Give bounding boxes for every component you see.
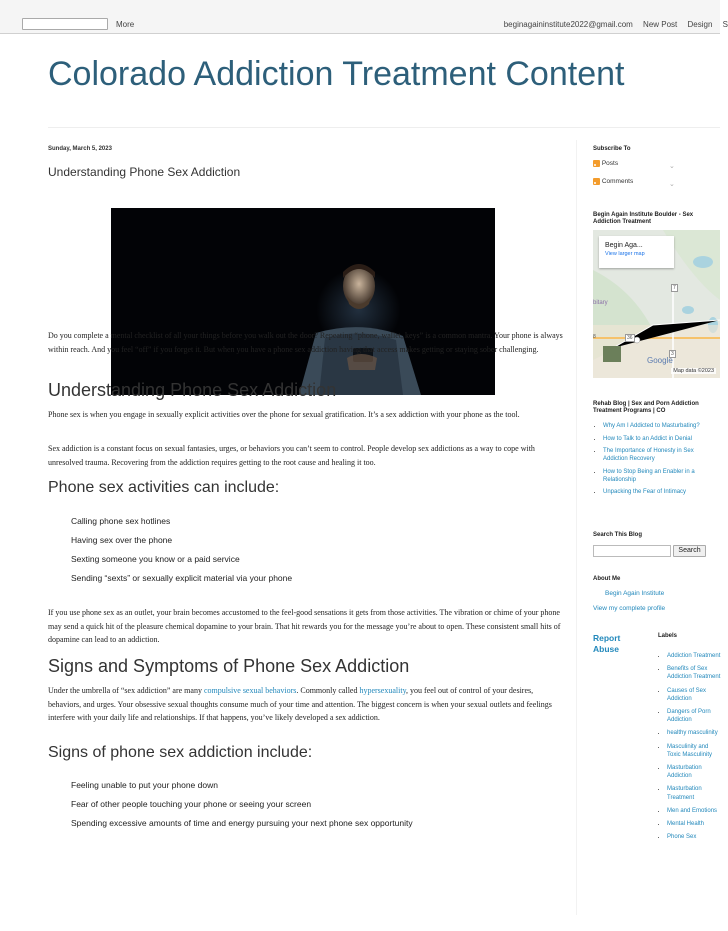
list-item: Calling phone sex hotlines bbox=[71, 516, 171, 526]
map-place-label: bitary bbox=[593, 300, 608, 306]
feed-icon bbox=[593, 160, 600, 167]
rehab-blog-heading: Rehab Blog | Sex and Porn Addiction Treatment Programs | CO bbox=[593, 401, 699, 414]
heading-activities: Phone sex activities can include: bbox=[48, 479, 280, 496]
rehab-links-list bbox=[593, 422, 713, 501]
list-item: Sending “sexts” or sexually explicit material via your phone bbox=[71, 573, 293, 583]
blog-title[interactable]: Colorado Addiction Treatment Content bbox=[48, 55, 625, 93]
search-heading: Search This Blog bbox=[593, 532, 643, 538]
about-name-link[interactable]: Begin Again Institute bbox=[605, 590, 665, 597]
navbar-right bbox=[496, 20, 728, 29]
new-post-link[interactable]: New Post bbox=[643, 20, 678, 29]
view-larger-map-link[interactable]: View larger map bbox=[605, 251, 645, 257]
navbar-search-input[interactable] bbox=[22, 18, 108, 30]
post-column bbox=[48, 146, 578, 828]
man-with-phone-image bbox=[111, 208, 495, 395]
list-item: Feeling unable to put your phone down bbox=[71, 780, 218, 790]
text-span: Under the umbrella of “sex addiction” are many bbox=[48, 686, 204, 695]
understanding-paragraph-1: Phone sex is when you engage in sexually explicit activities over the phone for sexual gratification. It’s a sex addiction with your phone as the tool. bbox=[48, 410, 520, 419]
list-item[interactable]: • Unpacking the Fear of Intimacy bbox=[603, 488, 713, 496]
subscribe-posts[interactable] bbox=[593, 160, 720, 178]
list-item[interactable]: • Dangers of Porn Addiction bbox=[667, 708, 721, 724]
post-title[interactable]: Understanding Phone Sex Addiction bbox=[48, 165, 241, 179]
labels-list bbox=[659, 652, 721, 846]
list-item[interactable]: • Masculinity and Toxic Masculinity bbox=[667, 743, 721, 759]
comments-label[interactable]: Comments bbox=[601, 178, 634, 186]
design-link[interactable]: Design bbox=[687, 20, 713, 29]
about-heading: About Me bbox=[593, 576, 621, 582]
list-item: Spending excessive amounts of time and energy pursuing your next phone sex opportunity bbox=[71, 818, 413, 828]
navbar-email[interactable]: beginagaininstitute2022@gmail.com bbox=[503, 20, 633, 29]
list-item[interactable]: • Men and Emotions bbox=[667, 807, 721, 815]
list-item[interactable]: • Benefits of Sex Addiction Treatment bbox=[667, 665, 721, 681]
list-item[interactable]: • healthy masculinity bbox=[667, 729, 721, 737]
list-item: Sexting someone you know or a paid service bbox=[71, 554, 240, 564]
map-heading: Begin Again Institute Boulder - Sex Addiction Treatment bbox=[593, 212, 694, 225]
hypersexuality-link[interactable]: hypersexuality bbox=[359, 686, 407, 695]
intro-paragraph: Do you complete a mental checklist of all your things before you walk out the door? Repeating “phone, wallet, keys” is a common mantra. Your phone is always within reach. And you feel “off” if you forget it. But when you have a phone sex addiction having that access makes getting or staying sober challenging. bbox=[48, 331, 563, 354]
chevron-down-icon[interactable]: ⌄ bbox=[669, 181, 675, 188]
signs-list bbox=[71, 780, 413, 837]
report-abuse-link[interactable]: Report Abuse bbox=[593, 633, 621, 654]
list-item: Having sex over the phone bbox=[71, 535, 173, 545]
chevron-down-icon[interactable]: ⌄ bbox=[669, 163, 675, 170]
posts-label[interactable]: Posts bbox=[601, 160, 619, 168]
sidebar-divider bbox=[576, 140, 577, 915]
blog-page bbox=[18, 35, 720, 931]
list-item[interactable]: • Causes of Sex Addiction bbox=[667, 687, 721, 703]
heading-signs-symptoms: Signs and Symptoms of Phone Sex Addiction bbox=[48, 656, 410, 676]
subscribe-heading: Subscribe To bbox=[593, 146, 631, 152]
compulsive-behaviors-link[interactable]: compulsive sexual behaviors bbox=[203, 686, 297, 695]
signs-paragraph bbox=[48, 684, 563, 725]
list-item[interactable]: • Mental Health bbox=[667, 820, 721, 828]
feed-icon bbox=[593, 178, 600, 185]
text-span: . Commonly called bbox=[296, 686, 360, 695]
view-profile-link[interactable]: View my complete profile bbox=[593, 605, 666, 612]
list-item[interactable]: • Why Am I Addicted to Masturbating? bbox=[603, 422, 713, 430]
list-item[interactable]: • Addiction Treatment bbox=[667, 652, 721, 660]
list-item[interactable]: • How to Talk to an Addict in Denial bbox=[603, 435, 713, 443]
list-item: Fear of other people touching your phone or seeing your screen bbox=[71, 799, 312, 809]
sidebar bbox=[593, 146, 721, 841]
list-item[interactable]: • Phone Sex bbox=[667, 833, 721, 841]
activities-list bbox=[71, 516, 292, 592]
labels-heading: Labels bbox=[658, 633, 678, 639]
map-road-label: 3 bbox=[671, 351, 674, 357]
subscribe-comments[interactable] bbox=[593, 178, 720, 196]
heading-understanding: Understanding Phone Sex Addiction bbox=[48, 380, 337, 400]
understanding-paragraph-2: Sex addiction is a constant focus on sexual fantasies, urges, or behaviors you can’t seem to control. People develop sex addictions as a way to cope with unresolved trauma. Recovering from the addiction requires getting to the root cause and healing it too. bbox=[48, 444, 535, 467]
map-road-label: 7 bbox=[673, 285, 676, 291]
navbar-more-link[interactable]: More bbox=[116, 20, 135, 29]
map-place-name: Begin Aga... bbox=[605, 242, 643, 249]
google-logo: Google bbox=[647, 356, 673, 365]
dopamine-paragraph: If you use phone sex as an outlet, your brain becomes accustomed to the feel-good sensations it gets from those activities. The vibration or chime of your phone may send a quick hit of the pleasure chemical dopamine to your brain. That hit rewards you for the message you’re about to open. These consistent small hits of dopamine can lead to an addiction. bbox=[48, 608, 561, 644]
sign-out-link[interactable]: S bbox=[722, 20, 728, 29]
map-road-label: 8 bbox=[593, 334, 596, 340]
header-divider bbox=[48, 127, 720, 128]
blogger-navbar bbox=[0, 0, 728, 34]
text-span: , you feel out of control of your desires, behaviors, and urges. Your obsessive sexual thoughts consume much of your time and attention. The biggest concern is when your sexual outlets and feelings interfere with your daily life and relationships. If that happens, you’ve likely developed a sex addiction. bbox=[48, 686, 552, 722]
blog-search-input[interactable] bbox=[593, 545, 671, 557]
map-road-label: 36 bbox=[627, 335, 633, 341]
map-data-credit: Map data ©2023 bbox=[673, 368, 714, 374]
post-photo[interactable] bbox=[111, 208, 495, 395]
embedded-map[interactable] bbox=[593, 230, 720, 378]
post-date: Sunday, March 5, 2023 bbox=[48, 146, 112, 152]
heading-signs-include: Signs of phone sex addiction include: bbox=[48, 744, 313, 761]
list-item[interactable]: • Masturbation Treatment bbox=[667, 785, 721, 801]
list-item[interactable]: • The Importance of Honesty in Sex Addiction Recovery bbox=[603, 447, 713, 463]
list-item[interactable]: • Masturbation Addiction bbox=[667, 764, 721, 780]
list-item[interactable]: • How to Stop Being an Enabler in a Relationship bbox=[603, 468, 713, 484]
search-button[interactable]: Search bbox=[673, 545, 706, 557]
map-info-card bbox=[599, 236, 674, 268]
